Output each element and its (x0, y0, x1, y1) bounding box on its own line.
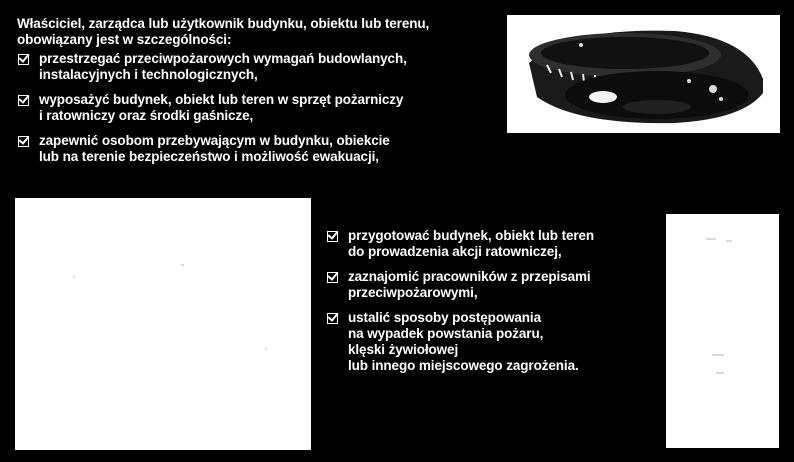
item-line: lub innego miejscowego zagrożenia. (348, 358, 579, 373)
smoke-detector-photo (507, 15, 780, 133)
checked-checkbox-icon (18, 95, 29, 106)
intro-text (17, 16, 429, 48)
checked-checkbox-icon (327, 313, 338, 324)
item-line: lub na terenie bezpieczeństwo i możliwość ewakuacji, (39, 149, 379, 164)
item-line: ustalić sposoby postępowania (348, 310, 541, 325)
obligation-item (17, 92, 429, 124)
side-photo (666, 214, 779, 448)
item-line: do prowadzenia akcji ratowniczej, (348, 244, 562, 259)
top-text-block (17, 16, 429, 165)
item-line: zapewnić osobom przebywającym w budynku, obiekcie (39, 133, 390, 148)
bottom-text-block (326, 228, 594, 374)
obligation-item (17, 51, 429, 83)
smoke-detector-icon (507, 15, 780, 133)
item-line: przygotować budynek, obiekt lub teren (348, 228, 595, 243)
checked-checkbox-icon (18, 54, 29, 65)
item-line: instalacyjnych i technologicznych, (39, 67, 258, 82)
item-line: przeciwpożarowymi, (348, 285, 478, 300)
item-line: wyposażyć budynek, obiekt lub teren w sprzęt pożarniczy (39, 92, 404, 107)
obligation-item (326, 228, 594, 260)
item-line: przestrzegać przeciwpożarowych wymagań budowlanych, (39, 51, 407, 66)
item-line: i ratowniczy oraz środki gaśnicze, (39, 108, 254, 123)
item-line: na wypadek powstania pożaru, (348, 326, 544, 341)
obligation-item (326, 269, 594, 301)
obligation-item (326, 310, 594, 374)
item-line: klęski żywiołowej (348, 342, 459, 357)
intro-line: Właściciel, zarządca lub użytkownik budynku, obiektu lub terenu, (17, 16, 430, 31)
checked-checkbox-icon (327, 231, 338, 242)
blank-photo (15, 198, 311, 450)
item-line: zaznajomić pracowników z przepisami (348, 269, 591, 284)
intro-line: obowiązany jest w szczególności: (17, 32, 232, 47)
obligation-item (17, 133, 429, 165)
checked-checkbox-icon (327, 272, 338, 283)
checked-checkbox-icon (18, 136, 29, 147)
